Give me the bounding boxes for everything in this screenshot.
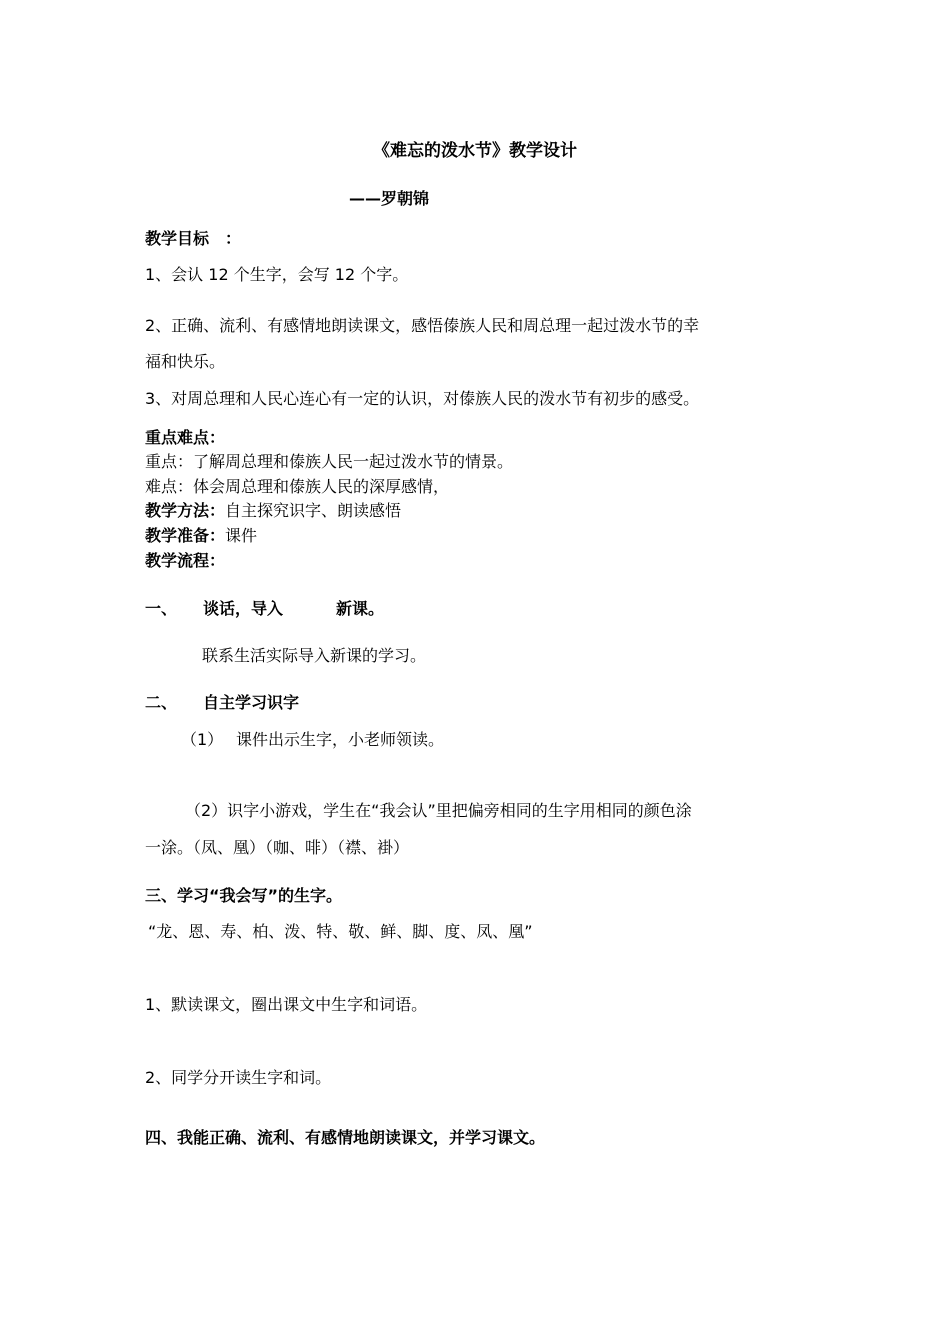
- key-point: 重点：了解周总理和傣族人民一起过泼水节的情景。: [145, 452, 514, 471]
- section-4-title: 四、我能正确、流利、有感情地朗读课文，并学习课文。: [145, 1128, 546, 1147]
- document-title: 《难忘的泼水节》教学设计: [373, 141, 577, 161]
- prep-label: 教学准备：: [145, 526, 226, 545]
- goal-3: 3、对周总理和人民心连心有一定的认识，对傣族人民的泼水节有初步的感受。: [145, 389, 700, 408]
- goal-1: 1、会认 12 个生字，会写 12 个字。: [145, 265, 409, 284]
- section-3-characters: “龙、恩、寿、柏、泼、特、敬、鲜、脚、度、凤、凰”: [148, 922, 533, 941]
- difficulty: 难点：体会周总理和傣族人民的深厚感情，: [145, 477, 450, 496]
- teaching-method: [145, 501, 401, 521]
- key-points-heading: 重点难点：: [145, 428, 226, 447]
- goals-heading: 教学目标 ：: [145, 229, 242, 248]
- section-1-number: 一、: [145, 599, 178, 618]
- method-value: 自主探究识字、朗读感悟: [225, 501, 402, 520]
- section-3-item-1: 1、默读课文，圈出课文中生字和词语。: [145, 995, 428, 1014]
- section-3-title: 三、学习“我会写”的生字。: [145, 886, 343, 905]
- section-2-item-1-text: 课件出示生字，小老师领读。: [236, 730, 445, 749]
- section-2-item-2-line-1: （2）识字小游戏，学生在“我会认”里把偏旁相同的生字用相同的颜色涂: [185, 801, 692, 820]
- section-2-item-2-line-2: 一涂。（凤、凰）（咖、啡）（襟、褂）: [145, 838, 410, 857]
- section-1-title-a: 谈话，导入: [203, 599, 284, 618]
- flow-heading: 教学流程：: [145, 551, 226, 570]
- goal-2-line-1: 2、正确、流利、有感情地朗读课文，感悟傣族人民和周总理一起过泼水节的幸: [145, 316, 700, 335]
- document-author: ——罗朝锦: [349, 189, 430, 208]
- section-2-item-1-number: （1）: [181, 730, 224, 749]
- prep-value: 课件: [225, 526, 258, 545]
- goal-2-line-2: 福和快乐。: [145, 352, 226, 371]
- section-1-title-b: 新课。: [336, 599, 385, 618]
- section-1-body: 联系生活实际导入新课的学习。: [202, 646, 427, 665]
- method-label: 教学方法：: [145, 501, 226, 520]
- section-2-title: 自主学习识字: [203, 693, 300, 712]
- teaching-prep: [145, 526, 257, 546]
- section-2-number: 二、: [145, 693, 178, 712]
- section-3-item-2: 2、同学分开读生字和词。: [145, 1068, 332, 1087]
